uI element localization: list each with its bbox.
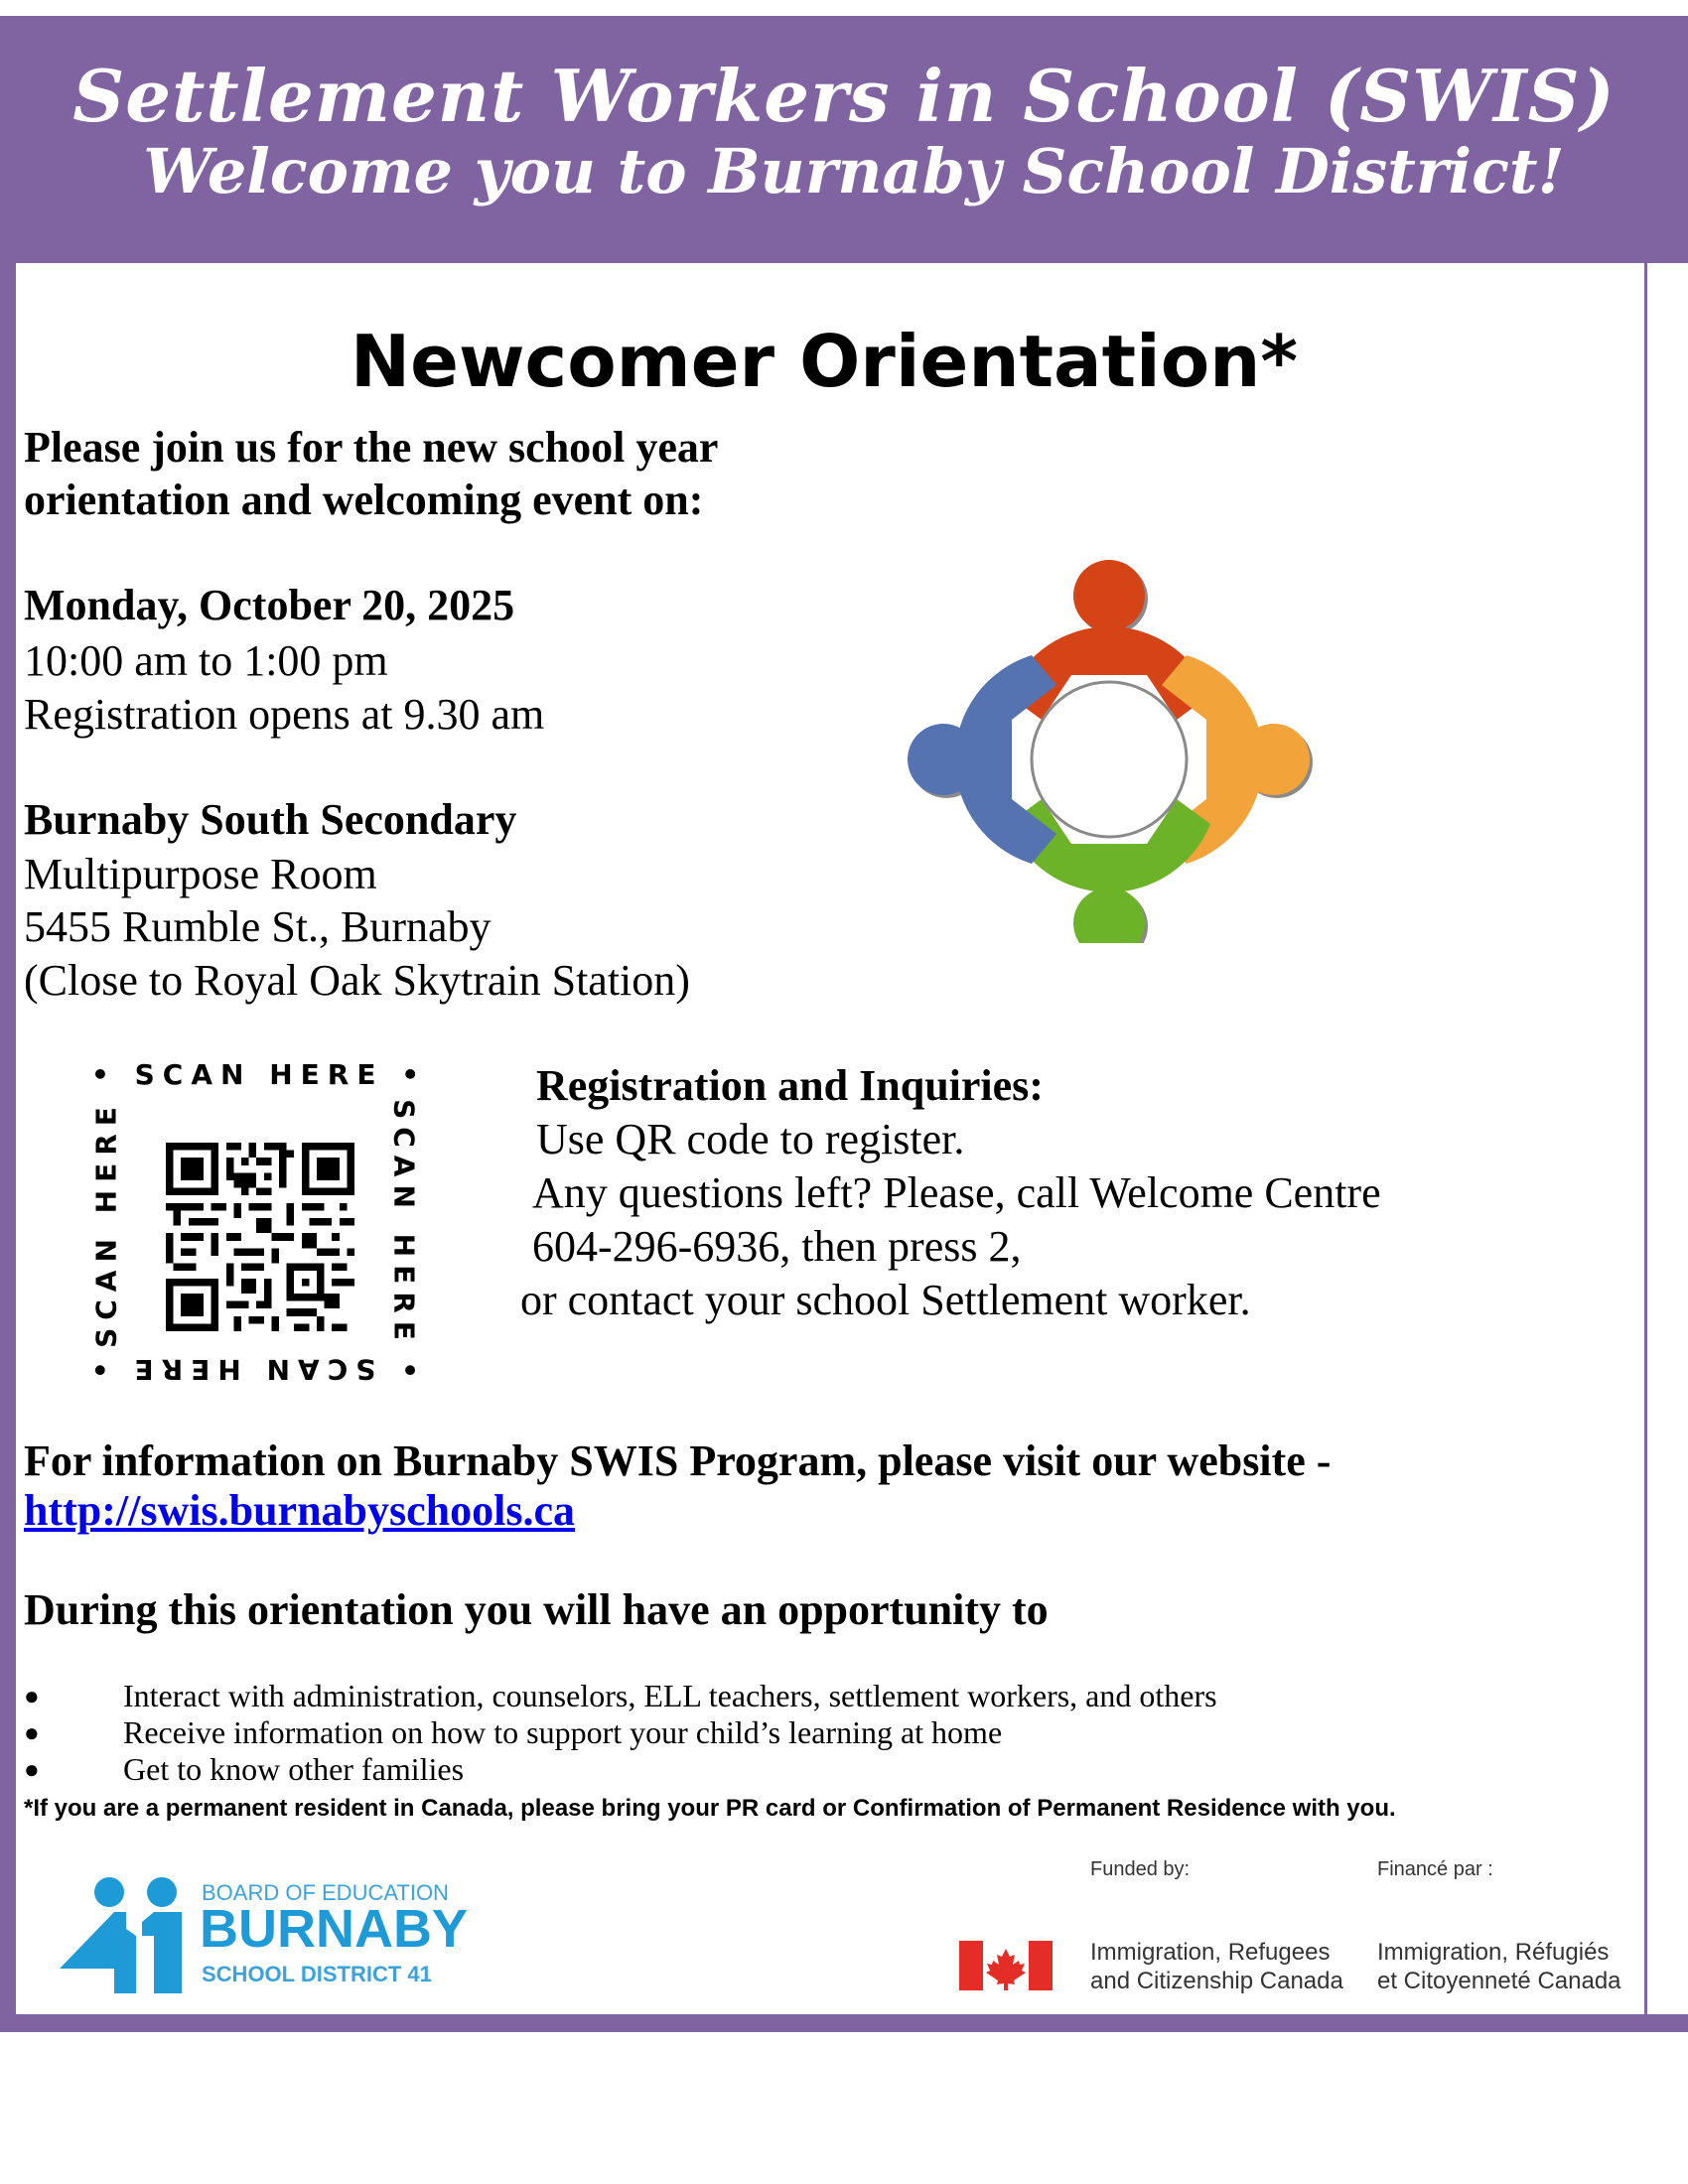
- opportunity-list: [24, 1678, 1217, 1788]
- bullet-icon: ●: [24, 1682, 40, 1710]
- page-title: Newcomer Orientation*: [350, 320, 1299, 403]
- school-district-text: SCHOOL DISTRICT 41: [202, 1962, 432, 1986]
- funded-by-label: Funded by:: [1090, 1858, 1191, 1880]
- list-item-text: Receive information on how to support your child’s learning at home: [123, 1714, 1003, 1750]
- bullet-icon: ●: [24, 1718, 40, 1747]
- intro-line1: Please join us for the new school year: [24, 423, 719, 472]
- pr-card-footnote: *If you are a permanent resident in Canada, please bring your PR card or Confirmation of Permanent Residence with you.: [24, 1795, 1396, 1822]
- frame-right-border: [1644, 263, 1647, 2014]
- registration-line1: Use QR code to register.: [536, 1115, 965, 1163]
- frame-left-border: [0, 263, 16, 2014]
- orange-head: [1238, 724, 1310, 795]
- location-room: Multipurpose Room: [24, 850, 377, 898]
- scan-here-top: • SCAN HERE •: [91, 1058, 428, 1091]
- website-info: For information on Burnaby SWIS Program, please visit our website -: [24, 1436, 1332, 1485]
- list-item: [24, 1678, 1217, 1714]
- ircc-french: [1377, 1938, 1621, 1995]
- registration-opens: Registration opens at 9.30 am: [24, 690, 545, 739]
- event-date: Monday, October 20, 2025: [24, 581, 515, 629]
- header-banner: [0, 16, 1688, 263]
- website-link[interactable]: http://swis.burnabyschools.ca: [24, 1486, 576, 1535]
- frame-bottom-border: [0, 2014, 1688, 2032]
- finance-par-label: Financé par :: [1377, 1858, 1493, 1880]
- ircc-french-line2: et Citoyenneté Canada: [1377, 1968, 1621, 1994]
- location-address: 5455 Rumble St., Burnaby: [24, 902, 492, 951]
- red-head: [1073, 560, 1145, 631]
- green-head: [1073, 887, 1145, 943]
- registration-line2: Any questions left? Please, call Welcome Centre: [532, 1168, 1381, 1217]
- header-title-line1: Settlement Workers in School (SWIS): [72, 54, 1616, 138]
- people-circle-logo: [889, 546, 1326, 943]
- registration-phone: 604-296-6936, then press 2,: [532, 1222, 1022, 1271]
- opportunity-heading: During this orientation you will have an opportunity to: [24, 1585, 1049, 1634]
- burnaby-text: BURNABY: [200, 1899, 468, 1959]
- scan-here-bottom: • SCAN HERE •: [82, 1353, 419, 1386]
- intro-line2: orientation and welcoming event on:: [24, 476, 704, 524]
- ircc-english-line2: and Citizenship Canada: [1090, 1968, 1343, 1994]
- list-item-text: Get to know other families: [123, 1751, 465, 1787]
- ircc-english-line1: Immigration, Refugees: [1090, 1939, 1331, 1966]
- ircc-french-line1: Immigration, Réfugiés: [1377, 1939, 1610, 1966]
- blue-head: [908, 724, 979, 795]
- list-item-text: Interact with administration, counselors, ELL teachers, settlement workers, and others: [123, 1678, 1217, 1713]
- intro-text: [24, 421, 718, 526]
- registration-heading: Registration and Inquiries:: [536, 1061, 1044, 1110]
- scan-here-left: SCAN HERE: [89, 1099, 123, 1348]
- location-school: Burnaby South Secondary: [24, 795, 517, 844]
- registration-line4: or contact your school Settlement worker.: [520, 1276, 1251, 1324]
- scan-here-right: SCAN HERE: [387, 1099, 421, 1348]
- board-of-education-text: BOARD OF EDUCATION: [202, 1880, 449, 1905]
- location-note: (Close to Royal Oak Skytrain Station): [24, 956, 690, 1005]
- canada-flag-icon: [959, 1941, 1053, 1990]
- ircc-english: [1090, 1938, 1343, 1995]
- two-people-icon: [55, 1874, 199, 1998]
- burnaby-school-district-logo: [45, 1862, 468, 2007]
- list-item: [24, 1714, 1217, 1751]
- qr-code-block[interactable]: [82, 1058, 428, 1386]
- qr-code-icon[interactable]: [166, 1143, 354, 1331]
- header-title-line2: Welcome you to Burnaby School District!: [143, 135, 1565, 207]
- list-item: [24, 1751, 1217, 1788]
- event-time: 10:00 am to 1:00 pm: [24, 636, 388, 685]
- bullet-icon: ●: [24, 1755, 40, 1784]
